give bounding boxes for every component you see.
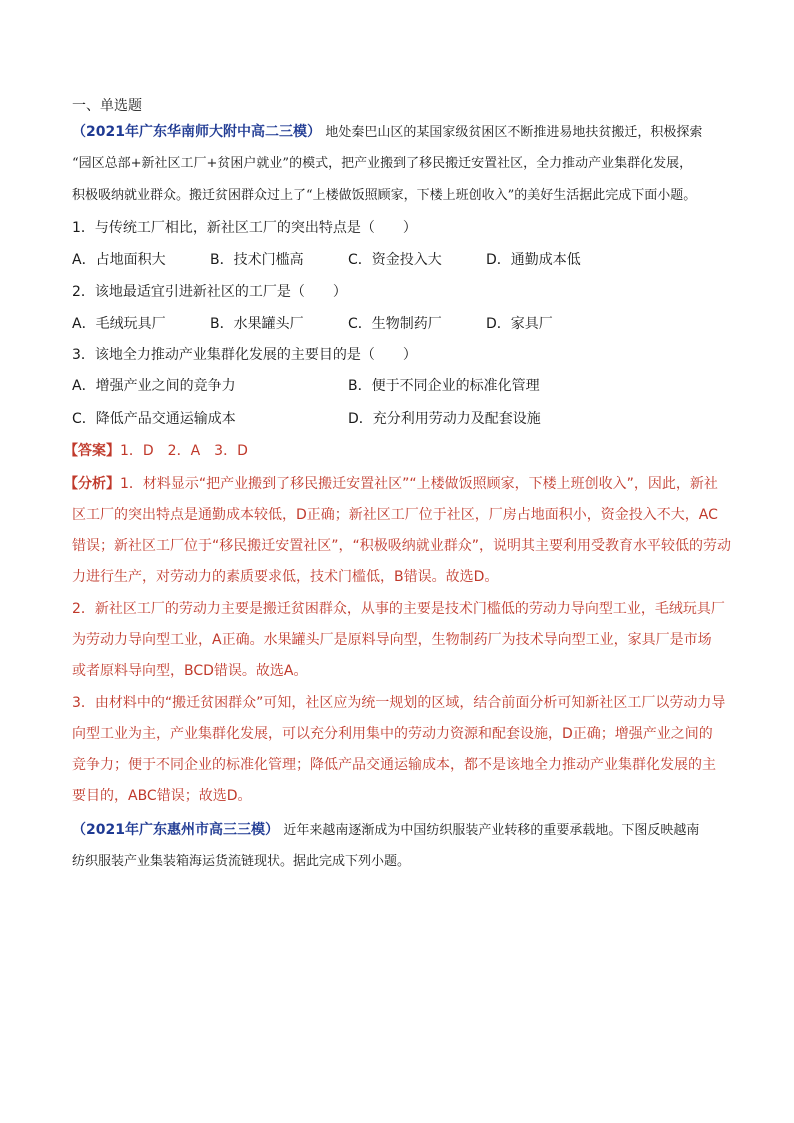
intro-1-line-3: 积极吸纳就业群众。搬迁贫困群众过上了“上楼做饭照顾家，下楼上班创收入”的美好生活据此完成下面小题。 bbox=[72, 188, 697, 203]
q3-option-a: A．增强产业之间的竞争力 bbox=[72, 378, 236, 394]
intro-2-text: 近年来越南逐渐成为中国纺织服装产业转移的重要承载地。下图反映越南 bbox=[283, 823, 700, 838]
analysis-p2-line-1: 2．新社区工厂的劳动力主要是搬迁贫困群众，从事的主要是技术门槛低的劳动力导向型工业，毛绒玩具厂 bbox=[72, 601, 725, 617]
q3-option-c: C．降低产品交通运输成本 bbox=[72, 411, 236, 427]
q3-option-b: B．便于不同企业的标准化管理 bbox=[348, 378, 540, 394]
analysis-p3-line-2: 向型工业为主，产业集群化发展，可以充分利用集中的劳动力资源和配套设施，D正确；增强产业之间的 bbox=[72, 726, 713, 742]
q1-option-a: A．占地面积大 bbox=[72, 252, 166, 268]
analysis-text: 1．材料显示“把产业搬到了移民搬迁安置社区”“上楼做饭照顾家，下楼上班创收入”，因此，新社 bbox=[120, 476, 718, 492]
analysis-p3-line-4: 要目的，ABC错误；故选D。 bbox=[72, 788, 252, 804]
answer-text: 1．D 2．A 3．D bbox=[120, 443, 248, 459]
q1-option-c: C．资金投入大 bbox=[348, 252, 442, 268]
question-1-stem: 1．与传统工厂相比，新社区工厂的突出特点是（ ） bbox=[72, 220, 417, 236]
analysis-p1-line-3: 错误；新社区工厂位于“移民搬迁安置社区”，“积极吸纳就业群众”，说明其主要利用受教育水平较低的劳动 bbox=[72, 538, 732, 554]
section-title: 一、单选题 bbox=[72, 98, 142, 114]
q2-option-c: C．生物制药厂 bbox=[348, 316, 442, 332]
intro-1-line-1 bbox=[72, 122, 702, 143]
analysis-p1-line-4: 力进行生产，对劳动力的素质要求低，技术门槛低，B错误。故选D。 bbox=[72, 569, 499, 585]
analysis-p1-line-1 bbox=[64, 474, 718, 494]
answer-label: 【答案】 bbox=[64, 443, 120, 459]
source-label: （2021年广东华南师大附中高二三模） bbox=[72, 124, 321, 140]
q3-option-d: D．充分利用劳动力及配套设施 bbox=[348, 411, 541, 427]
intro-2-line-2: 纺织服装产业集装箱海运货流链现状。据此完成下列小题。 bbox=[72, 854, 411, 869]
analysis-p2-line-3: 或者原料导向型，BCD错误。故选A。 bbox=[72, 663, 308, 679]
intro-text: 地处秦巴山区的某国家级贫困区不断推进易地扶贫搬迁，积极探索 bbox=[325, 125, 703, 140]
q2-option-d: D．家具厂 bbox=[486, 316, 553, 332]
q1-option-d: D．通勤成本低 bbox=[486, 252, 581, 268]
intro-2-line-1 bbox=[72, 820, 699, 841]
analysis-label: 【分析】 bbox=[64, 476, 120, 492]
analysis-p2-line-2: 为劳动力导向型工业，A正确。水果罐头厂是原料导向型，生物制药厂为技术导向型工业，家具厂是市场 bbox=[72, 632, 712, 648]
analysis-p3-line-3: 竞争力；便于不同企业的标准化管理；降低产品交通运输成本，都不是该地全力推动产业集群化发展的主 bbox=[72, 757, 716, 773]
source-label-2: （2021年广东惠州市高三三模） bbox=[72, 822, 279, 838]
analysis-p1-line-2: 区工厂的突出特点是通勤成本较低，D正确；新社区工厂位于社区，厂房占地面积小，资金投入不大，AC bbox=[72, 507, 718, 523]
q1-option-b: B．技术门槛高 bbox=[210, 252, 304, 268]
intro-1-line-2: “园区总部+新社区工厂+贫困户就业”的模式，把产业搬到了移民搬迁安置社区，全力推动产业集群化发展， bbox=[72, 156, 693, 171]
analysis-p3-line-1: 3．由材料中的“搬迁贫困群众”可知，社区应为统一规划的区域，结合前面分析可知新社区工厂以劳动力导 bbox=[72, 695, 726, 711]
q2-option-a: A．毛绒玩具厂 bbox=[72, 316, 166, 332]
q2-option-b: B．水果罐头厂 bbox=[210, 316, 304, 332]
question-3-stem: 3．该地全力推动产业集群化发展的主要目的是（ ） bbox=[72, 347, 417, 363]
answer-line bbox=[64, 441, 248, 461]
question-2-stem: 2．该地最适宜引进新社区的工厂是（ ） bbox=[72, 284, 347, 300]
